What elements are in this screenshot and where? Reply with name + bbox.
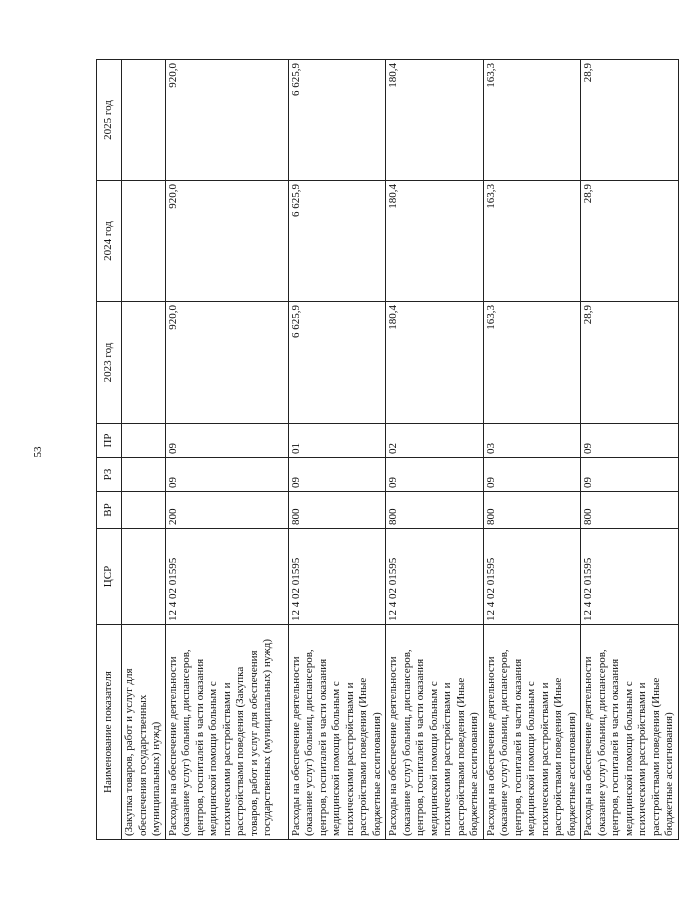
- cell-2025: 28,9: [581, 60, 679, 181]
- cell-pr: 01: [288, 424, 386, 458]
- cell-csr: 12 4 02 01595: [165, 529, 288, 625]
- header-name: Наименование показателя: [97, 625, 122, 840]
- cell-csr: 12 4 02 01595: [483, 529, 581, 625]
- cell-vr: 800: [581, 492, 679, 529]
- cell-rz: 09: [165, 458, 288, 492]
- cell-name: Расходы на обеспечение деятельности (оказание услуг) больниц, диспансеров, центров, госпиталей в части оказания медицинской помощи больным с психическими расстройствами и расстройствами поведения (Иные бюджетные ассигнования): [288, 625, 386, 840]
- cell-2024: 920,0: [165, 181, 288, 302]
- cell-csr: 12 4 02 01595: [288, 529, 386, 625]
- header-2024: 2024 год: [97, 181, 122, 302]
- cell-2025: 6 625,9: [288, 60, 386, 181]
- page-number: 53: [32, 446, 44, 458]
- header-2025: 2025 год: [97, 60, 122, 181]
- cell-vr: 800: [386, 492, 484, 529]
- continuation-text: (Закупка товаров, работ и услуг для обеспечения государственных (муниципальных) нужд): [122, 625, 166, 840]
- cell-vr: 200: [165, 492, 288, 529]
- table-row: [288, 60, 386, 840]
- cell-2024: 180,4: [386, 181, 484, 302]
- cell-pr: 09: [165, 424, 288, 458]
- header-2023: 2023 год: [97, 302, 122, 424]
- table-row: [165, 60, 288, 840]
- cell-2023: 6 625,9: [288, 302, 386, 424]
- header-vr: ВР: [97, 492, 122, 529]
- cell-2023: 920,0: [165, 302, 288, 424]
- cell-2023: 28,9: [581, 302, 679, 424]
- rotated-table-container: [96, 60, 675, 840]
- cell-pr: 09: [581, 424, 679, 458]
- header-csr: ЦСР: [97, 529, 122, 625]
- cell-2025: 920,0: [165, 60, 288, 181]
- cell-rz: 09: [483, 458, 581, 492]
- cell-vr: 800: [483, 492, 581, 529]
- cell-name: Расходы на обеспечение деятельности (оказание услуг) больниц, диспансеров, центров, госпиталей в части оказания медицинской помощи больным с психическими расстройствами и расстройствами поведения (Иные бюджетные ассигнования): [483, 625, 581, 840]
- cell-vr: 800: [288, 492, 386, 529]
- cell-pr: 03: [483, 424, 581, 458]
- table-row: [386, 60, 484, 840]
- table-row: [581, 60, 679, 840]
- cell-rz: 09: [386, 458, 484, 492]
- cell-2024: 6 625,9: [288, 181, 386, 302]
- cell-name: Расходы на обеспечение деятельности (оказание услуг) больниц, диспансеров, центров, госпиталей в части оказания медицинской помощи больным с психическими расстройствами и расстройствами поведения (Закупка товаров, работ и услуг для обеспечения государственных (муниципальных) нужд): [165, 625, 288, 840]
- cell-pr: 02: [386, 424, 484, 458]
- header-pr: ПР: [97, 424, 122, 458]
- cell-name: Расходы на обеспечение деятельности (оказание услуг) больниц, диспансеров, центров, госпиталей в части оказания медицинской помощи больным с психическими расстройствами и расстройствами поведения (Иные бюджетные ассигнования): [581, 625, 679, 840]
- cell-2025: 180,4: [386, 60, 484, 181]
- table-header-row: [97, 60, 122, 840]
- table-row: [483, 60, 581, 840]
- cell-2023: 180,4: [386, 302, 484, 424]
- cell-rz: 09: [581, 458, 679, 492]
- cell-csr: 12 4 02 01595: [581, 529, 679, 625]
- cell-2024: 163,3: [483, 181, 581, 302]
- cell-csr: 12 4 02 01595: [386, 529, 484, 625]
- header-rz: РЗ: [97, 458, 122, 492]
- cell-2023: 163,3: [483, 302, 581, 424]
- table-row-continuation: [122, 60, 166, 840]
- cell-name: Расходы на обеспечение деятельности (оказание услуг) больниц, диспансеров, центров, госпиталей в части оказания медицинской помощи больным с психическими расстройствами и расстройствами поведения (Иные бюджетные ассигнования): [386, 625, 484, 840]
- cell-2025: 163,3: [483, 60, 581, 181]
- budget-table: [96, 59, 679, 840]
- cell-rz: 09: [288, 458, 386, 492]
- cell-2024: 28,9: [581, 181, 679, 302]
